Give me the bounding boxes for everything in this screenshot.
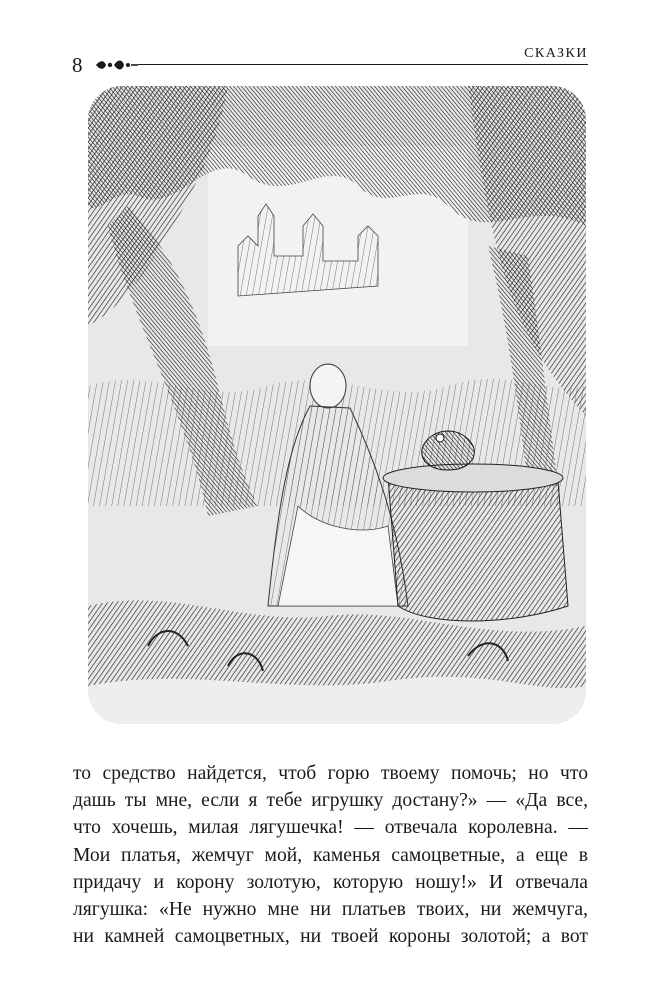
text-line: придачу и корону золотую, которую ношу!» И отвечала (73, 871, 588, 893)
fleuron-ornament-icon (94, 59, 138, 71)
section-title: СКАЗКИ (518, 46, 588, 62)
page-number: 8 (72, 53, 83, 77)
body-text (73, 760, 588, 950)
running-head (72, 46, 588, 80)
text-line: Мои платья, жемчуг мой, каменья самоцветные, а еще в (73, 844, 588, 866)
text-line: дашь ты мне, если я тебе игрушку достану?» — «Да все, (73, 790, 588, 812)
engraving-illustration (88, 86, 586, 724)
engraving-princess-frog-well-icon (88, 86, 586, 724)
text-line: ни камней самоцветных, ни твоей короны золотой; а вот (73, 926, 588, 948)
text-line: что хочешь, милая лягушечка! — отвечала королевна. — (73, 817, 588, 839)
text-line: лягушка: «Не нужно мне ни платьев твоих, ни жемчуга, (73, 898, 588, 920)
header-rule (138, 64, 588, 65)
text-line: то средство найдется, чтоб горю твоему помочь; но что (73, 763, 588, 784)
